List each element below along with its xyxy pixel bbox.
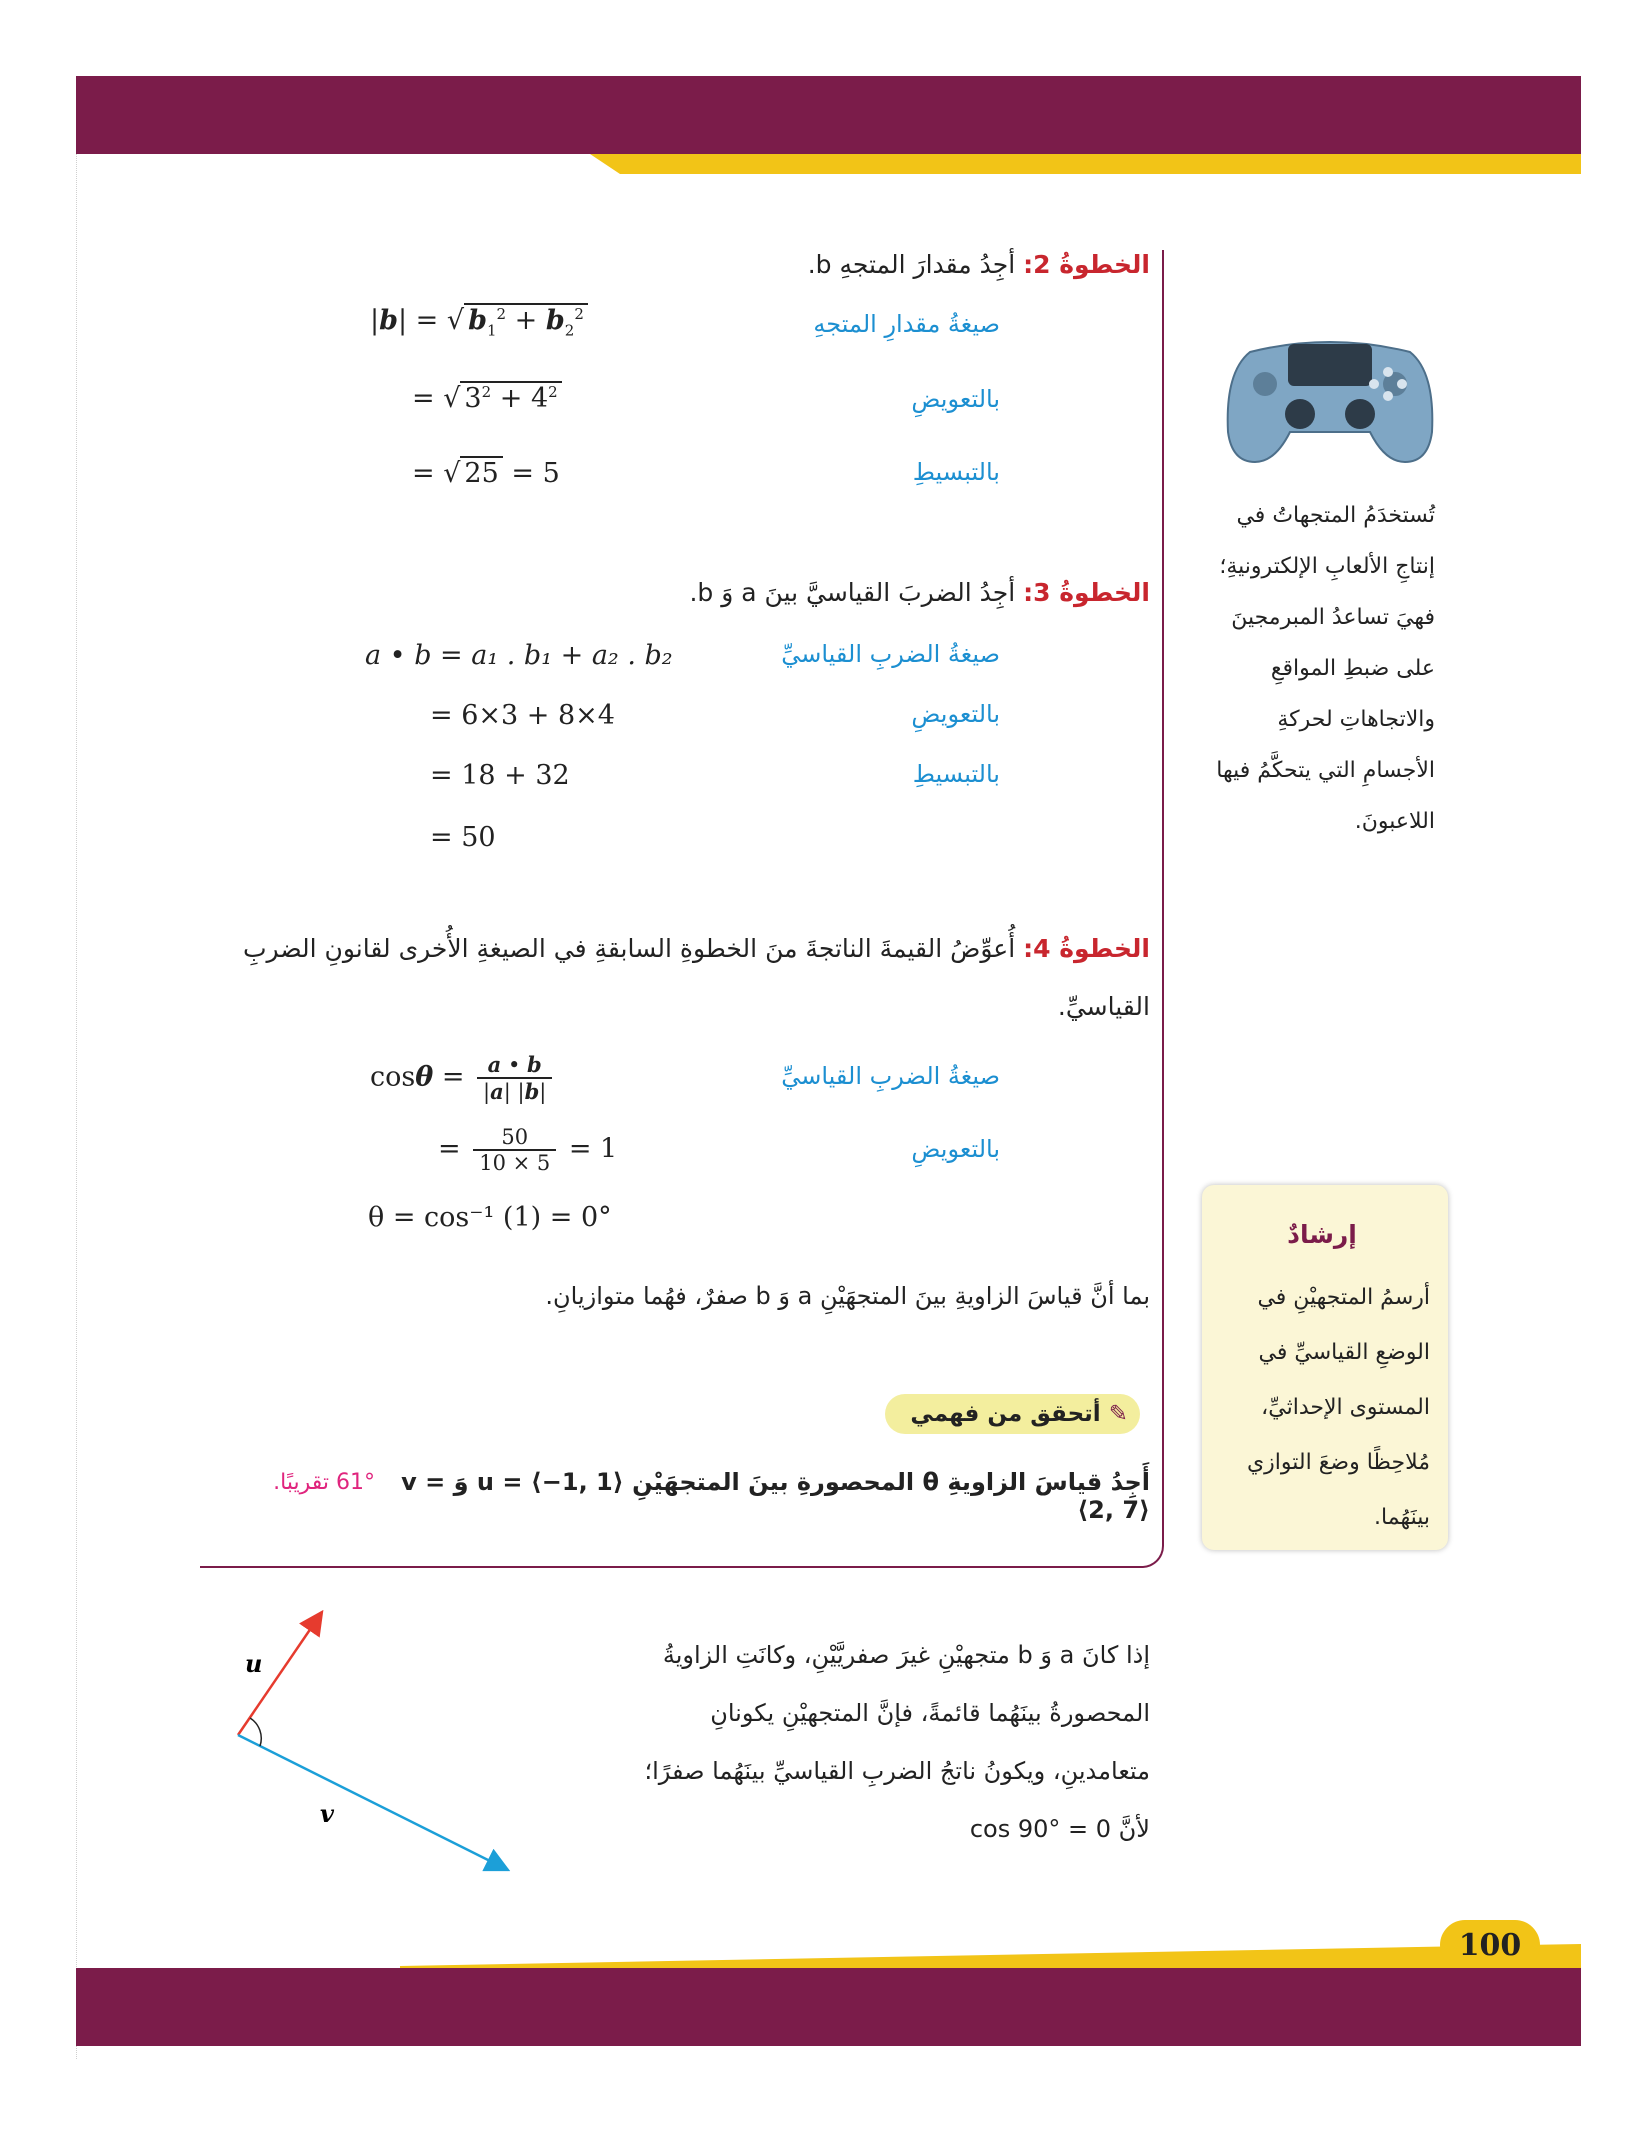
pencil-icon: ✎ xyxy=(1108,1401,1128,1427)
step3-reason-3: بالتبسيطِ xyxy=(912,760,1000,788)
step4-result: θ = cos⁻¹ (1) = 0° xyxy=(368,1202,612,1233)
step3-reason-2: بالتعويضِ xyxy=(911,700,1000,728)
step2-label: الخطوةُ 2: xyxy=(1023,250,1150,279)
perpendicular-vectors-diagram xyxy=(230,1600,530,1880)
step4-text: أُعوِّضُ القيمةَ الناتجةَ منَ الخطوةِ السابقةِ في الصيغةِ الأُخرى لقانونِ الضربِ القياسيِّ. xyxy=(242,934,1150,1021)
step4-heading xyxy=(210,920,1150,1036)
bottom-gold-stripe xyxy=(400,1936,1581,1968)
hint-text: أرسمُ المتجهيْنِ في الوضعِ القياسيِّ في المستوى الإحداثيِّ، مُلاحِظًا وضعَ التوازي بينَهُما. xyxy=(1246,1285,1430,1530)
step2-reason-3: بالتبسيطِ xyxy=(912,458,1000,486)
perpendicular-text: إذا كانَ a وَ b متجهيْنِ غيرَ صفريَّيْنِ، وكانَتِ الزاويةُ المحصورةُ بينَهُما قائمةً، فإنَّ المتجهيْنِ يكونانِ متعامدينِ، ويكونُ ناتجُ الضربِ القياسيِّ بينَهُما صفرًا؛ لأنَّ cos 90° = 0 xyxy=(644,1641,1150,1843)
step2-reason-2: بالتعويضِ xyxy=(911,385,1000,413)
step4-label: الخطوةُ 4: xyxy=(1023,934,1150,963)
example-frame xyxy=(200,250,1164,1568)
vector-u-label: u xyxy=(245,1649,263,1678)
bottom-band xyxy=(76,1968,1581,2046)
step3-eq-4: = 50 xyxy=(430,822,496,853)
check-title: أتحقق من فهمي xyxy=(910,1401,1101,1427)
check-question: أَجِدُ قياسَ الزاويةِ θ المحصورةِ بينَ المتجهَيْنِ u = ⟨−1, 1⟩ وَ v = ⟨2, 7⟩ xyxy=(401,1468,1150,1524)
step2-reason-1: صيغةُ مقدارِ المتجهِ xyxy=(813,310,1000,338)
step2-eq-3: = √ 25 = 5 xyxy=(412,458,560,489)
step3-eq-1: a • b = a₁ . b₁ + a₂ . b₂ xyxy=(365,640,673,671)
step3-eq-3: = 18 + 32 xyxy=(430,760,570,791)
page-left-margin xyxy=(76,154,77,2059)
top-band xyxy=(76,76,1581,154)
step4-reason-2: بالتعويضِ xyxy=(911,1135,1000,1163)
hint-title: إرشادٌ xyxy=(1287,1220,1357,1249)
step2-eq-2: = √ $3^2 + 4^2$ xyxy=(412,383,562,414)
step3-text: أجِدُ الضربَ القياسيَّ بينَ a وَ b. xyxy=(689,578,1016,607)
step4-eq-2: = $\frac{50}{10 \times 5}$ = 1 xyxy=(438,1125,618,1175)
check-answer: 61° تقريبًا. xyxy=(273,1470,375,1495)
step4-eq-1: cosθ = $\frac{a • b}{|a| |b|}$ xyxy=(370,1052,556,1104)
step3-reason-1: صيغةُ الضربِ القياسيِّ xyxy=(781,640,1000,668)
step2-text: أجِدُ مقدارَ المتجهِ b. xyxy=(807,250,1016,279)
step3-heading xyxy=(500,578,1150,607)
step4-reason-1: صيغةُ الضربِ القياسيِّ xyxy=(781,1062,1000,1090)
vector-v-arrow xyxy=(238,1735,508,1870)
sidebar-fact: تُستخدَمُ المتجهاتُ في إنتاجِ الألعابِ الإلكترونيةِ؛ فهيَ تساعدُ المبرمجينَ على ضبطِ المواقعِ والاتجاهاتِ لحركةِ الأجسامِ التي يتحكَّمُ فيها اللاعبونَ. xyxy=(1216,503,1435,834)
check-badge xyxy=(885,1394,1140,1434)
conclusion-text: بما أنَّ قياسَ الزاويةِ بينَ المتجهَيْنِ a وَ b صفرٌ، فهُما متوازيانِ. xyxy=(545,1282,1150,1310)
page-number: 100 xyxy=(1458,1928,1522,1963)
top-gold-stripe xyxy=(590,154,1581,174)
vector-v-label: v xyxy=(320,1799,334,1828)
step2-heading xyxy=(500,250,1150,279)
game-controller-image xyxy=(1220,322,1440,472)
step2-eq-1: |b| = √ $b_1^2 + b_2^2$ xyxy=(370,305,588,339)
step3-eq-2: = 6×3 + 8×4 xyxy=(430,700,615,731)
step3-label: الخطوةُ 3: xyxy=(1023,578,1150,607)
